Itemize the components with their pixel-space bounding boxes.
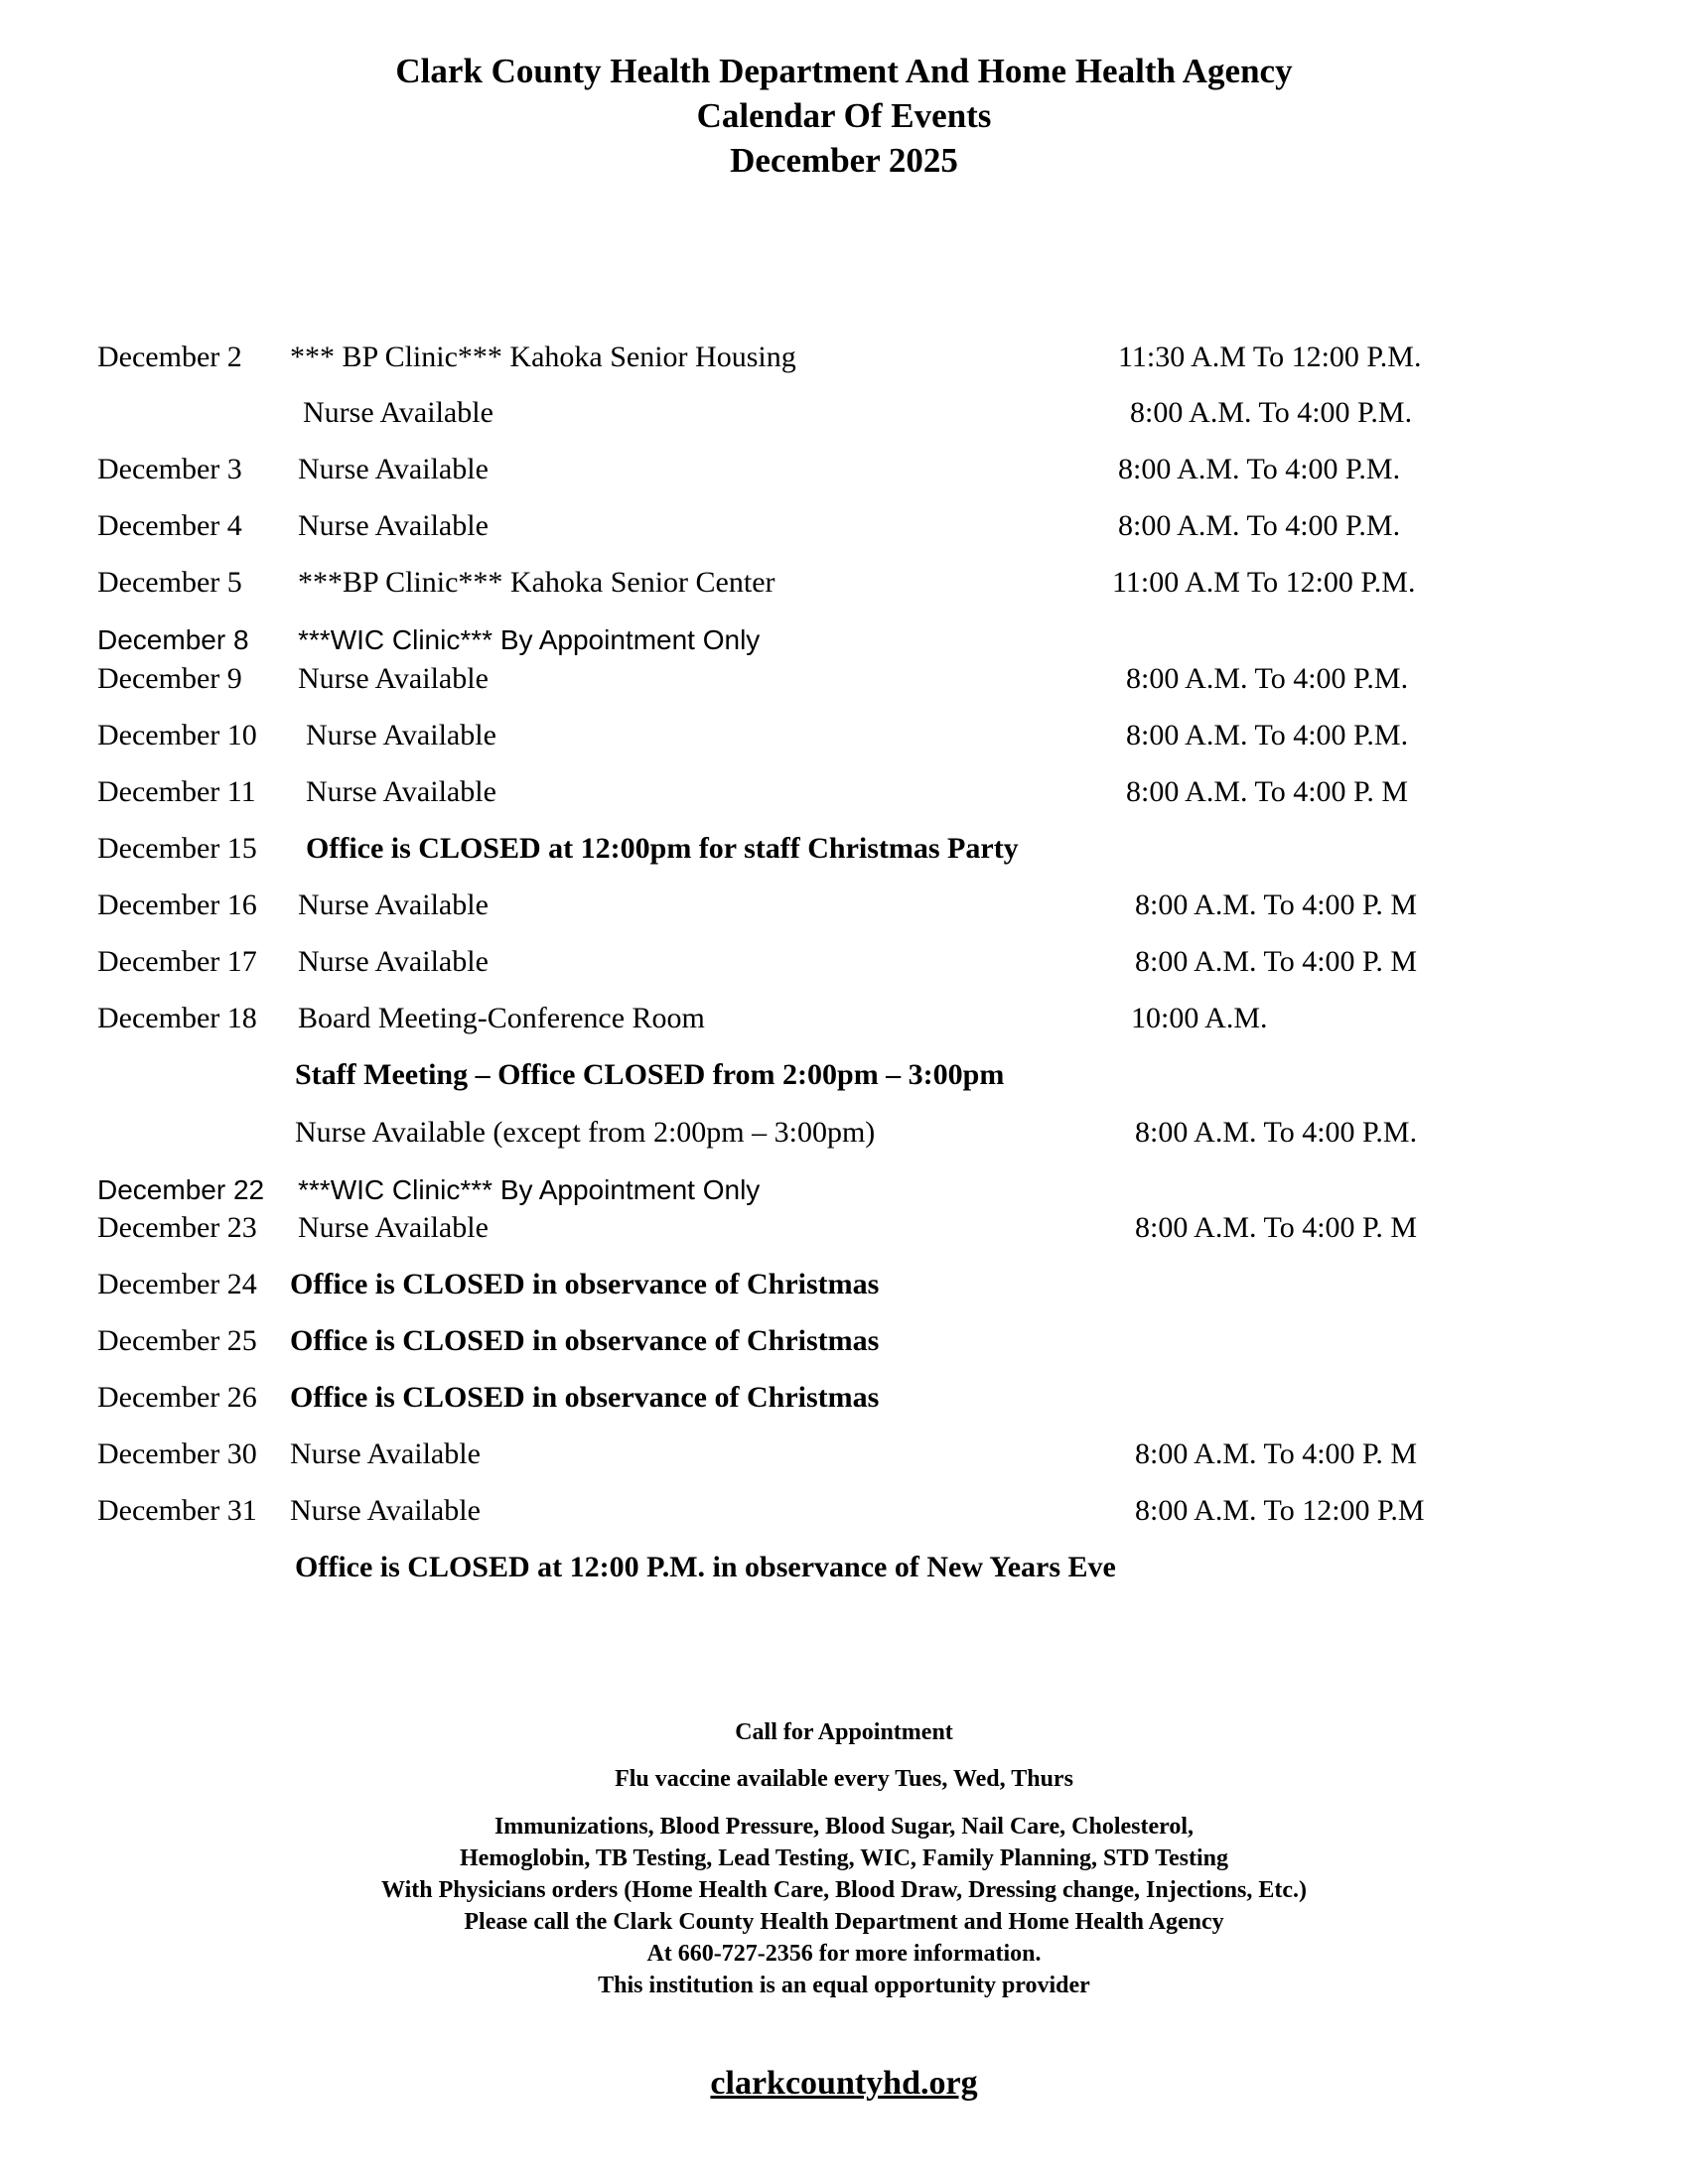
event-time: 11:00 A.M To 12:00 P.M. [1112,566,1416,599]
event-time: 8:00 A.M. To 4:00 P. M [1126,775,1409,808]
event-date: December 31 [97,1494,257,1527]
services-line-3: With Physicians orders (Home Health Care, Blood Draw, Dressing change, Injections, Etc.) [381,1877,1307,1903]
event-row [0,1265,1688,1304]
event-description: Nurse Available [298,945,489,978]
event-description: Nurse Available [306,775,496,808]
event-description: Nurse Available [298,888,489,921]
event-description: Nurse Available [306,719,496,751]
event-description: ***WIC Clinic*** By Appointment Only [298,1174,761,1205]
event-row [0,1491,1688,1531]
event-date: December 17 [97,945,257,978]
event-date: December 24 [97,1268,257,1300]
event-row [0,620,1688,660]
call-for-appointment: Call for Appointment [735,1719,953,1745]
event-date: December 11 [97,775,256,808]
header-subtitle: Calendar Of Events [696,96,992,135]
event-description: Office is CLOSED at 12:00 P.M. in observance of New Years Eve [295,1551,1116,1583]
event-time: 8:00 A.M. To 4:00 P.M. [1118,453,1401,485]
event-description: ***WIC Clinic*** By Appointment Only [298,624,761,655]
event-time: 8:00 A.M. To 4:00 P. M [1135,945,1418,978]
event-time: 8:00 A.M. To 4:00 P.M. [1126,662,1409,695]
event-date: December 10 [97,719,257,751]
event-description: Board Meeting-Conference Room [298,1002,705,1034]
event-description: Office is CLOSED in observance of Christmas [290,1324,880,1357]
equal-opportunity-statement: This institution is an equal opportunity provider [598,1973,1090,1998]
event-date: December 18 [97,1002,257,1034]
website-link[interactable]: clarkcountyhd.org [710,2065,978,2102]
event-time: 10:00 A.M. [1131,1002,1268,1034]
event-row [0,1208,1688,1248]
event-description: Office is CLOSED in observance of Christmas [290,1268,880,1300]
contact-line-1: Please call the Clark County Health Department and Home Health Agency [464,1909,1224,1935]
event-row [0,1321,1688,1361]
event-time: 8:00 A.M. To 12:00 P.M [1135,1494,1425,1527]
event-date: December 9 [97,662,242,695]
event-row [0,563,1688,603]
event-time: 8:00 A.M. To 4:00 P. M [1135,1437,1418,1470]
services-line-1: Immunizations, Blood Pressure, Blood Sugar, Nail Care, Cholesterol, [493,1814,1195,1840]
event-time: 11:30 A.M To 12:00 P.M. [1118,341,1422,373]
contact-line-2: At 660-727-2356 for more information. [646,1941,1042,1967]
header-month: December 2025 [730,141,958,180]
event-row [0,942,1688,982]
event-row [0,829,1688,869]
event-row [0,1055,1688,1095]
event-description: Nurse Available [298,453,489,485]
event-description: Nurse Available [303,396,493,429]
event-date: December 5 [97,566,242,599]
event-description: Nurse Available [290,1437,481,1470]
event-description: *** BP Clinic*** Kahoka Senior Housing [290,341,796,373]
event-row [0,1113,1688,1153]
event-row [0,393,1688,433]
event-row [0,1434,1688,1474]
event-date: December 25 [97,1324,257,1357]
event-row [0,1170,1688,1210]
event-description: Nurse Available (except from 2:00pm – 3:00pm) [295,1116,876,1149]
event-description: Staff Meeting – Office CLOSED from 2:00pm – 3:00pm [295,1058,1005,1091]
event-date: December 15 [97,832,257,865]
event-date: December 16 [97,888,257,921]
event-time: 8:00 A.M. To 4:00 P.M. [1135,1116,1418,1149]
flu-vaccine-note: Flu vaccine available every Tues, Wed, Thurs [615,1766,1073,1792]
event-description: Office is CLOSED in observance of Christmas [290,1381,880,1414]
event-row [0,506,1688,546]
event-row [0,999,1688,1038]
event-description: Nurse Available [298,509,489,542]
event-date: December 4 [97,509,242,542]
event-time: 8:00 A.M. To 4:00 P. M [1135,888,1418,921]
header-title: Clark County Health Department And Home Health Agency [395,52,1293,90]
event-row [0,338,1688,377]
event-description: ***BP Clinic*** Kahoka Senior Center [298,566,775,599]
event-row [0,886,1688,925]
event-date: December 23 [97,1211,257,1244]
event-row [0,450,1688,489]
event-row [0,1548,1688,1587]
event-row [0,659,1688,699]
event-date: December 3 [97,453,242,485]
event-date: December 2 [97,341,242,373]
event-time: 8:00 A.M. To 4:00 P. M [1135,1211,1418,1244]
event-date: December 26 [97,1381,257,1414]
event-row [0,1378,1688,1418]
event-date: December 8 [97,624,249,655]
event-time: 8:00 A.M. To 4:00 P.M. [1130,396,1413,429]
event-time: 8:00 A.M. To 4:00 P.M. [1118,509,1401,542]
event-row [0,716,1688,755]
event-row [0,772,1688,812]
event-date: December 22 [97,1174,265,1205]
event-description: Office is CLOSED at 12:00pm for staff Christmas Party [306,832,1019,865]
event-time: 8:00 A.M. To 4:00 P.M. [1126,719,1409,751]
services-line-2: Hemoglobin, TB Testing, Lead Testing, WIC, Family Planning, STD Testing [460,1845,1228,1871]
event-description: Nurse Available [298,1211,489,1244]
event-description: Nurse Available [298,662,489,695]
event-description: Nurse Available [290,1494,481,1527]
event-date: December 30 [97,1437,257,1470]
